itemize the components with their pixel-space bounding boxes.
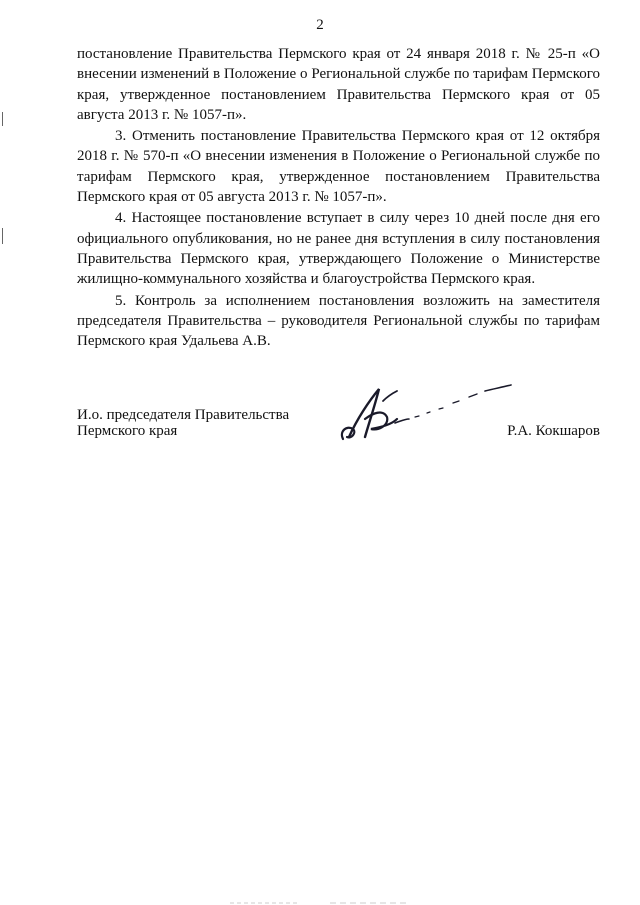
paragraph-item-4: 4. Настоящее постановление вступает в силу через 10 дней после дня его официального опубликования, но не ранее дня вступления в силу постановления Правительства Пермского края, утверждающего Положение о Министерстве жилищно-коммунального хозяйства и благоустройства Пермского края. bbox=[77, 210, 600, 288]
signatory-position-line2: Пермского края bbox=[77, 423, 178, 439]
handwritten-signature bbox=[335, 379, 525, 449]
signatory-position-line1: И.о. председателя Правительства bbox=[77, 407, 290, 423]
document-body bbox=[77, 44, 600, 352]
signatory-name: Р.А. Кокшаров bbox=[507, 423, 600, 439]
page-number: 2 bbox=[316, 17, 324, 33]
paragraph-item-5: 5. Контроль за исполнением постановления возложить на заместителя председателя Правительства – руководителя Региональной службы по тарифам Пермского края Удальева А.В. bbox=[77, 292, 600, 350]
paragraph-item-3: 3. Отменить постановление Правительства Пермского края от 12 октября 2018 г. № 570-п «О внесении изменения в Положение о Региональной службе по тарифам Пермского края, утвержденное постановлением Правительства Пермского края от 05 августа 2013 г. № 1057-п». bbox=[77, 128, 600, 206]
signature-block bbox=[77, 407, 600, 467]
paragraph-continuation: постановление Правительства Пермского края от 24 января 2018 г. № 25-п «О внесении изменений в Положение о Региональной службе по тарифам Пермского края, утвержденное постановлением Правительства Пермского края от 05 августа 2013 г. № 1057-п». bbox=[77, 46, 600, 123]
scan-margin-mark bbox=[2, 112, 3, 126]
signatory-position bbox=[77, 407, 289, 439]
scan-margin-mark bbox=[2, 228, 3, 244]
scan-edge-noise bbox=[0, 899, 640, 905]
